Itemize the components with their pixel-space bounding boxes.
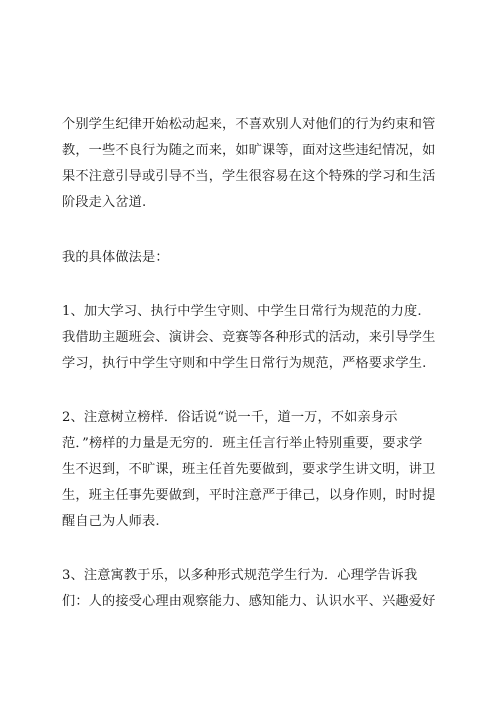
text-line: 阶段走入岔道. <box>62 195 147 210</box>
text-line: 学习，执行中学生守则和中学生日常行为规范，严格要求学生. <box>62 356 427 371</box>
paragraph-discipline-intro <box>62 112 444 216</box>
text-line: 范．”榜样的力量是无穷的．班主任言行举止特别重要，要求学 <box>62 436 423 451</box>
text-line: 3、注意寓教于乐，以多种形式规范学生行为．心理学告诉我 <box>62 568 418 583</box>
text-line: 果不注意引导或引导不当，学生很容易在这个特殊的学习和生活 <box>62 169 436 184</box>
text-line: 生不迟到，不旷课，班主任首先要做到，要求学生讲文明，讲卫 <box>62 462 436 477</box>
paragraph-point-3 <box>62 563 444 615</box>
text-line: 们：人的接受心理由观察能力、感知能力、认识水平、兴趣爱好 <box>62 594 436 609</box>
text-line: 教，一些不良行为随之而来，如旷课等，面对这些违纪情况，如 <box>62 143 436 158</box>
text-line: 生，班主任事先要做到，平时注意严于律己，以身作则，时时提 <box>62 488 436 503</box>
paragraph-point-1 <box>62 299 444 377</box>
text-line: 个别学生纪律开始松动起来，不喜欢别人对他们的行为约束和管 <box>62 117 436 132</box>
paragraph-my-approach <box>62 245 444 271</box>
text-line: 2、注意树立榜样．俗话说“说一千，道一万，不如亲身示 <box>62 410 398 425</box>
text-line: 1、加大学习、执行中学生守则、中学生日常行为规范的力度. <box>62 304 422 319</box>
text-line: 我的具体做法是： <box>62 250 169 265</box>
text-line: 我借助主题班会、演讲会、竞赛等各种形式的活动，来引导学生 <box>62 330 436 345</box>
paragraph-point-2 <box>62 405 444 535</box>
text-line: 醒自己为人师表. <box>62 514 160 529</box>
